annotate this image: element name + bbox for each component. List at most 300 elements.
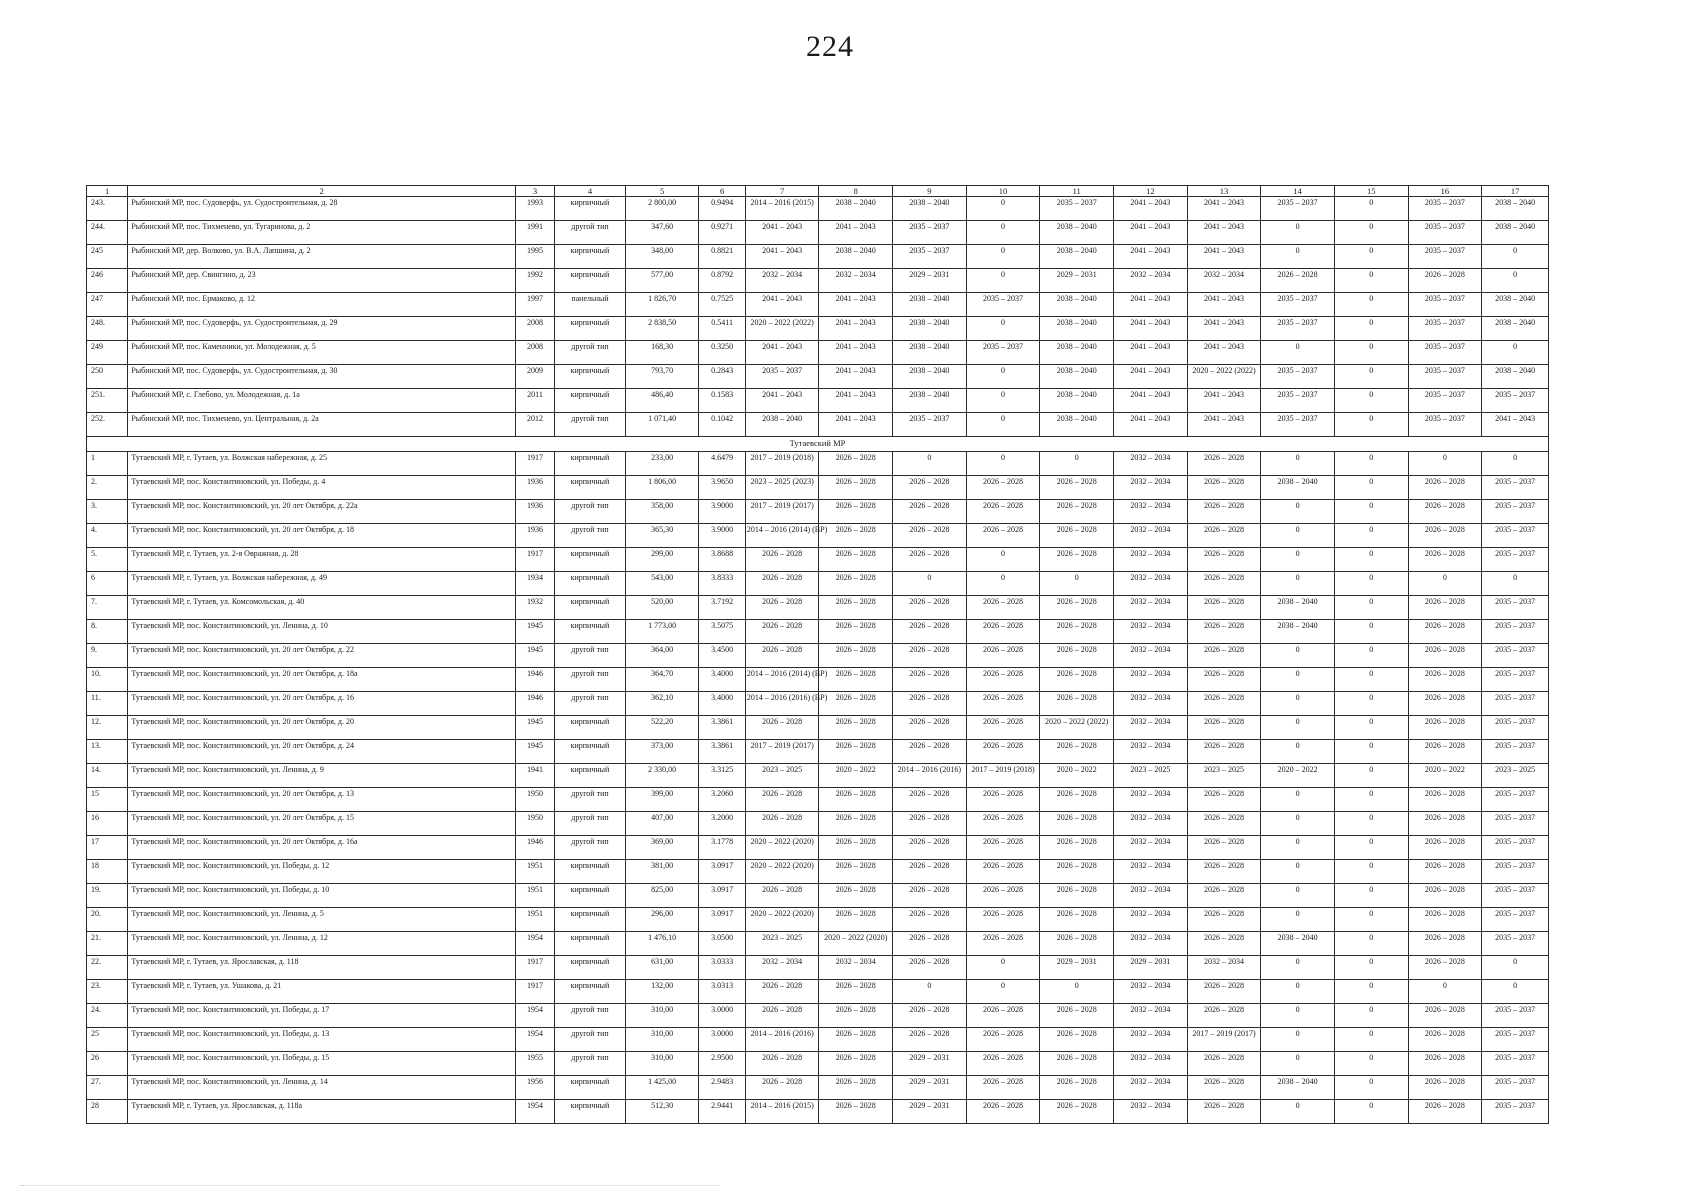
row-number-cell: 1 — [87, 186, 128, 197]
table-cell: 1932 — [515, 596, 554, 620]
table-cell: 2038 – 2040 — [1040, 341, 1114, 365]
table-cell: 0.8792 — [699, 269, 745, 293]
table-cell: 3.4000 — [699, 692, 745, 716]
table-cell: 0 — [1334, 788, 1408, 812]
table-cell: кирпичный — [555, 365, 626, 389]
table-cell: 2035 – 2037 — [1261, 389, 1335, 413]
table-cell: 2035 – 2037 — [1408, 365, 1482, 389]
table-cell: 2026 – 2028 — [1408, 269, 1482, 293]
table-cell: 310,00 — [625, 1004, 699, 1028]
table-cell: 1945 — [515, 620, 554, 644]
table-cell: 0 — [966, 572, 1040, 596]
table-cell: 2026 – 2028 — [1408, 644, 1482, 668]
table-cell: 0 — [1261, 716, 1335, 740]
table-cell: 0 — [1040, 452, 1114, 476]
table-cell: другой тип — [555, 1028, 626, 1052]
table-cell: 2026 – 2028 — [1187, 476, 1261, 500]
table-cell: 2032 – 2034 — [745, 956, 819, 980]
table-cell: 2035 – 2037 — [1408, 341, 1482, 365]
table-row — [87, 908, 1549, 932]
table-cell: 2035 – 2037 — [1482, 389, 1549, 413]
table-cell: 0 — [1334, 1028, 1408, 1052]
table-cell: 0 — [1261, 812, 1335, 836]
table-cell: 365,30 — [625, 524, 699, 548]
row-number-cell: 250 — [87, 365, 128, 389]
table-cell: 2026 – 2028 — [893, 812, 967, 836]
table-cell: 2026 – 2028 — [1187, 692, 1261, 716]
table-cell: 2026 – 2028 — [966, 812, 1040, 836]
address-cell: Тутаевский МР, пос. Константиновский, ул. Ленина, д. 14 — [128, 1076, 515, 1100]
table-cell: 2038 – 2040 — [819, 197, 893, 221]
address-cell: Тутаевский МР, пос. Константиновский, ул. 20 лет Октября, д. 20 — [128, 716, 515, 740]
table-cell: 0 — [1482, 572, 1549, 596]
table-cell: 793,70 — [625, 365, 699, 389]
table-cell: 0 — [1261, 860, 1335, 884]
table-cell: 1 806,00 — [625, 476, 699, 500]
table-cell: 2038 – 2040 — [1261, 596, 1335, 620]
table-cell: 2035 – 2037 — [1482, 908, 1549, 932]
table-cell: 2035 – 2037 — [966, 341, 1040, 365]
table-cell: 3.0917 — [699, 908, 745, 932]
table-cell: 2026 – 2028 — [1187, 572, 1261, 596]
header-row — [87, 186, 1549, 197]
table-cell: 1936 — [515, 476, 554, 500]
row-number-cell: 16 — [87, 812, 128, 836]
table-cell: 2026 – 2028 — [1040, 668, 1114, 692]
table-cell: 2035 – 2037 — [1482, 644, 1549, 668]
table-cell: 2014 – 2016 (2016) — [745, 1028, 819, 1052]
table-cell: 2026 – 2028 — [1408, 836, 1482, 860]
table-cell: 10 — [966, 186, 1040, 197]
table-cell: 2041 – 2043 — [745, 245, 819, 269]
row-number-cell: 26 — [87, 1052, 128, 1076]
table-cell: 2026 – 2028 — [1187, 1076, 1261, 1100]
table-cell: 2026 – 2028 — [745, 644, 819, 668]
table-cell: 0 — [1261, 1028, 1335, 1052]
table-cell: 2026 – 2028 — [1040, 476, 1114, 500]
section-title: Тутаевский МР — [87, 437, 1549, 452]
row-number-cell: 5. — [87, 548, 128, 572]
table-cell: 0 — [1334, 956, 1408, 980]
row-number-cell: 249 — [87, 341, 128, 365]
table-cell: кирпичный — [555, 884, 626, 908]
table-cell: 2035 – 2037 — [1482, 860, 1549, 884]
row-number-cell: 245 — [87, 245, 128, 269]
table-cell: 2026 – 2028 — [1040, 788, 1114, 812]
table-cell: 1 826,70 — [625, 293, 699, 317]
table-cell: 2035 – 2037 — [1408, 293, 1482, 317]
table-cell: 0 — [1261, 500, 1335, 524]
table-cell: 0 — [1040, 980, 1114, 1004]
table-cell: 2029 – 2031 — [1040, 956, 1114, 980]
address-cell: Тутаевский МР, г. Тутаев, ул. Ярославская, д. 118а — [128, 1100, 515, 1124]
table-cell: 1992 — [515, 269, 554, 293]
table-cell: 2035 – 2037 — [1408, 197, 1482, 221]
table-cell: 3.0000 — [699, 1028, 745, 1052]
table-cell: 2026 – 2028 — [1408, 524, 1482, 548]
table-cell: 2041 – 2043 — [1187, 341, 1261, 365]
table-cell: 0 — [1261, 908, 1335, 932]
table-cell: 2026 – 2028 — [966, 740, 1040, 764]
table-cell: 0.1583 — [699, 389, 745, 413]
address-cell: Тутаевский МР, пос. Константиновский, ул. 20 лет Октября, д. 22 — [128, 644, 515, 668]
table-cell: 2035 – 2037 — [1482, 1100, 1549, 1124]
row-number-cell: 2. — [87, 476, 128, 500]
table-cell: 0 — [1040, 572, 1114, 596]
table-cell: 2038 – 2040 — [1040, 293, 1114, 317]
table-cell: 486,40 — [625, 389, 699, 413]
table-cell: 2026 – 2028 — [819, 452, 893, 476]
table-cell: 1936 — [515, 500, 554, 524]
table-cell: 11 — [1040, 186, 1114, 197]
table-cell: 2032 – 2034 — [1114, 908, 1188, 932]
table-cell: 2026 – 2028 — [1408, 884, 1482, 908]
table-cell: 2038 – 2040 — [819, 245, 893, 269]
table-row — [87, 548, 1549, 572]
table-cell: 2038 – 2040 — [893, 389, 967, 413]
table-cell: 2041 – 2043 — [819, 221, 893, 245]
table-cell: 2026 – 2028 — [1187, 740, 1261, 764]
table-cell: 2020 – 2022 — [1261, 764, 1335, 788]
table-row — [87, 884, 1549, 908]
table-cell: 2038 – 2040 — [1261, 620, 1335, 644]
table-cell: 2035 – 2037 — [1482, 596, 1549, 620]
table-cell: 543,00 — [625, 572, 699, 596]
table-cell: 2041 – 2043 — [1114, 293, 1188, 317]
table-row — [87, 1052, 1549, 1076]
table-row — [87, 1100, 1549, 1124]
table-cell: 1951 — [515, 884, 554, 908]
table-cell: 2035 – 2037 — [1482, 476, 1549, 500]
row-number-cell: 19. — [87, 884, 128, 908]
table-cell: кирпичный — [555, 317, 626, 341]
table-row — [87, 716, 1549, 740]
table-cell: 0.5411 — [699, 317, 745, 341]
table-cell: 348,00 — [625, 245, 699, 269]
table-cell: кирпичный — [555, 716, 626, 740]
table-cell: 0 — [1261, 644, 1335, 668]
table-cell: 522,20 — [625, 716, 699, 740]
table-cell: 2026 – 2028 — [819, 1052, 893, 1076]
table-cell: 1955 — [515, 1052, 554, 1076]
address-cell: Рыбинский МР, дер. Волково, ул. В.А. Лапшина, д. 2 — [128, 245, 515, 269]
table-cell: 0 — [1334, 293, 1408, 317]
table-cell: другой тип — [555, 644, 626, 668]
table-cell: 3.8688 — [699, 548, 745, 572]
table-cell: 2023 – 2025 (2023) — [745, 476, 819, 500]
row-number-cell: 22. — [87, 956, 128, 980]
table-row — [87, 764, 1549, 788]
table-cell: 2026 – 2028 — [893, 692, 967, 716]
table-cell: 2035 – 2037 — [1482, 788, 1549, 812]
table-cell: 2026 – 2028 — [1187, 716, 1261, 740]
table-cell: 2026 – 2028 — [1408, 908, 1482, 932]
table-cell: кирпичный — [555, 956, 626, 980]
table-row — [87, 788, 1549, 812]
table-cell: 1945 — [515, 716, 554, 740]
address-cell: Рыбинский МР, пос. Судоверфь, ул. Судостроительная, д. 28 — [128, 197, 515, 221]
table-cell: 2032 – 2034 — [1114, 836, 1188, 860]
table-cell: 631,00 — [625, 956, 699, 980]
table-cell: 0 — [1334, 884, 1408, 908]
table-cell: 2026 – 2028 — [745, 572, 819, 596]
table-cell: 2026 – 2028 — [1408, 620, 1482, 644]
table-row — [87, 860, 1549, 884]
table-cell: 0 — [1334, 197, 1408, 221]
table-cell: 2041 – 2043 — [745, 389, 819, 413]
table-cell: 0 — [1334, 716, 1408, 740]
table-cell: 2 838,50 — [625, 317, 699, 341]
table-cell: 0 — [966, 221, 1040, 245]
table-cell: другой тип — [555, 341, 626, 365]
table-cell: 2020 – 2022 (2022) — [1187, 365, 1261, 389]
table-cell: 296,00 — [625, 908, 699, 932]
table-cell: 3.0917 — [699, 884, 745, 908]
table-cell: кирпичный — [555, 908, 626, 932]
table-row — [87, 932, 1549, 956]
table-cell: 2032 – 2034 — [1187, 269, 1261, 293]
table-cell: 1995 — [515, 245, 554, 269]
table-cell: 2026 – 2028 — [966, 788, 1040, 812]
table-cell: кирпичный — [555, 572, 626, 596]
table-row — [87, 245, 1549, 269]
table-cell: 0 — [1334, 692, 1408, 716]
table-cell: 2026 – 2028 — [745, 788, 819, 812]
table-cell: 3.7192 — [699, 596, 745, 620]
table-cell: 2026 – 2028 — [819, 548, 893, 572]
table-row — [87, 524, 1549, 548]
table-cell: 0 — [1261, 788, 1335, 812]
table-cell: 2026 – 2028 — [745, 620, 819, 644]
table-cell: 2026 – 2028 — [745, 980, 819, 1004]
table-cell: 3.9000 — [699, 500, 745, 524]
table-cell: 0 — [1334, 740, 1408, 764]
table-cell: 0 — [966, 980, 1040, 1004]
table-cell: другой тип — [555, 413, 626, 437]
table-cell: 2026 – 2028 — [1408, 860, 1482, 884]
table-cell: 2026 – 2028 — [1040, 860, 1114, 884]
table-cell: 2041 – 2043 — [819, 293, 893, 317]
table-cell: 0 — [1261, 572, 1335, 596]
table-cell: 2026 – 2028 — [1187, 1004, 1261, 1028]
table-cell: 2026 – 2028 — [1187, 836, 1261, 860]
table-cell: кирпичный — [555, 980, 626, 1004]
table-cell: 2035 – 2037 — [893, 245, 967, 269]
table-cell: 0 — [1334, 389, 1408, 413]
table-cell: 2026 – 2028 — [966, 620, 1040, 644]
table-cell: 17 — [1482, 186, 1549, 197]
table-cell: 2026 – 2028 — [1408, 788, 1482, 812]
table-row — [87, 812, 1549, 836]
table-cell: 2032 – 2034 — [1114, 620, 1188, 644]
table-cell: 2026 – 2028 — [966, 524, 1040, 548]
address-cell: Тутаевский МР, пос. Константиновский, ул. 20 лет Октября, д. 22а — [128, 500, 515, 524]
table-cell: 399,00 — [625, 788, 699, 812]
table-cell: 0 — [1334, 221, 1408, 245]
table-cell: 2026 – 2028 — [1408, 1004, 1482, 1028]
table-cell: 2026 – 2028 — [1408, 1028, 1482, 1052]
table-cell: 2032 – 2034 — [1114, 596, 1188, 620]
table-cell: 2026 – 2028 — [966, 668, 1040, 692]
table-cell: 2035 – 2037 — [1482, 548, 1549, 572]
address-cell: Тутаевский МР, пос. Константиновский, ул. Победы, д. 17 — [128, 1004, 515, 1028]
table-cell: 2026 – 2028 — [819, 1076, 893, 1100]
table-cell: 1956 — [515, 1076, 554, 1100]
table-cell: кирпичный — [555, 596, 626, 620]
table-cell: 358,00 — [625, 500, 699, 524]
table-cell: 2035 – 2037 — [1261, 317, 1335, 341]
address-cell: Тутаевский МР, г. Тутаев, ул. Комсомольская, д. 40 — [128, 596, 515, 620]
table-cell: 2020 – 2022 — [1408, 764, 1482, 788]
page-number: 224 — [806, 30, 854, 63]
row-number-cell: 244. — [87, 221, 128, 245]
table-cell: 0 — [966, 956, 1040, 980]
table-cell: 1917 — [515, 452, 554, 476]
table-cell: 2.9500 — [699, 1052, 745, 1076]
table-cell: 2026 – 2028 — [819, 692, 893, 716]
table-cell: 1991 — [515, 221, 554, 245]
footer-dotted-line — [20, 1185, 720, 1186]
row-number-cell: 252. — [87, 413, 128, 437]
table-cell: 2026 – 2028 — [1187, 452, 1261, 476]
table-cell: 2 800,00 — [625, 197, 699, 221]
table-cell: 2035 – 2037 — [1482, 668, 1549, 692]
table-cell: 2026 – 2028 — [745, 884, 819, 908]
table-cell: 2026 – 2028 — [1408, 716, 1482, 740]
table-cell: 2014 – 2016 (2016) (ВР) — [745, 692, 819, 716]
table-cell: 3.0313 — [699, 980, 745, 1004]
table-cell: 2020 – 2022 (2022) — [745, 317, 819, 341]
table-cell: 0 — [1334, 1004, 1408, 1028]
table-cell: 2026 – 2028 — [1408, 692, 1482, 716]
table-cell: 2035 – 2037 — [1482, 620, 1549, 644]
row-number-cell: 1 — [87, 452, 128, 476]
table-cell: 16 — [1408, 186, 1482, 197]
table-cell: 2026 – 2028 — [819, 524, 893, 548]
table-cell: 2026 – 2028 — [1408, 668, 1482, 692]
table-cell: 2041 – 2043 — [1482, 413, 1549, 437]
table-cell: 364,00 — [625, 644, 699, 668]
table-cell: 2038 – 2040 — [745, 413, 819, 437]
table-cell: 0.8821 — [699, 245, 745, 269]
table-row — [87, 500, 1549, 524]
table-cell: 2026 – 2028 — [893, 716, 967, 740]
table-cell: 4.6479 — [699, 452, 745, 476]
table-cell: 2014 – 2016 (2014) (ВР) — [745, 524, 819, 548]
table-cell: 0 — [1482, 245, 1549, 269]
table-cell: 2026 – 2028 — [1408, 740, 1482, 764]
table-cell: 2035 – 2037 — [1261, 413, 1335, 437]
table-cell: 2026 – 2028 — [819, 908, 893, 932]
table-cell: 2041 – 2043 — [745, 341, 819, 365]
table-cell: 0 — [1334, 620, 1408, 644]
table-cell: 1917 — [515, 548, 554, 572]
table-cell: 7 — [745, 186, 819, 197]
table-cell: 1917 — [515, 956, 554, 980]
table-cell: 0 — [1261, 452, 1335, 476]
table-row — [87, 836, 1549, 860]
table-cell: 1945 — [515, 644, 554, 668]
table-cell: 0 — [1334, 365, 1408, 389]
table-cell: 1950 — [515, 788, 554, 812]
table-cell: 2026 – 2028 — [893, 668, 967, 692]
table-cell: 2009 — [515, 365, 554, 389]
table-cell: 2026 – 2028 — [893, 476, 967, 500]
table-row — [87, 620, 1549, 644]
table-cell: 3.9650 — [699, 476, 745, 500]
address-cell: Тутаевский МР, пос. Константиновский, ул. Ленина, д. 10 — [128, 620, 515, 644]
table-cell: 2026 – 2028 — [819, 740, 893, 764]
table-cell: 2026 – 2028 — [893, 884, 967, 908]
address-cell: Тутаевский МР, пос. Константиновский, ул. Победы, д. 10 — [128, 884, 515, 908]
table-cell: 2012 — [515, 413, 554, 437]
table-cell: 2020 – 2022 (2020) — [745, 836, 819, 860]
table-cell: 0 — [1408, 572, 1482, 596]
table-cell: 2026 – 2028 — [1408, 932, 1482, 956]
table-cell: 2011 — [515, 389, 554, 413]
row-number-cell: 21. — [87, 932, 128, 956]
table-cell: 0 — [1408, 452, 1482, 476]
table-cell: 2035 – 2037 — [1408, 317, 1482, 341]
section-row — [87, 437, 1549, 452]
address-cell: Рыбинский МР, с. Глебово, ул. Молодежная, д. 1а — [128, 389, 515, 413]
table-row — [87, 740, 1549, 764]
address-cell: Тутаевский МР, г. Тутаев, ул. Волжская набережная, д. 25 — [128, 452, 515, 476]
table-cell: 0 — [966, 389, 1040, 413]
table-cell: 2035 – 2037 — [1261, 197, 1335, 221]
table-cell: 2038 – 2040 — [1261, 932, 1335, 956]
table-cell: 2026 – 2028 — [893, 1004, 967, 1028]
table-cell: 2026 – 2028 — [1040, 1004, 1114, 1028]
table-cell: 2032 – 2034 — [1114, 1052, 1188, 1076]
table-cell: 3.3861 — [699, 740, 745, 764]
table-cell: 168,30 — [625, 341, 699, 365]
table-cell: 0 — [1334, 980, 1408, 1004]
table-cell: 2026 – 2028 — [819, 476, 893, 500]
table-cell: 3.2000 — [699, 812, 745, 836]
table-cell: 2032 – 2034 — [1114, 884, 1188, 908]
table-cell: 3.4500 — [699, 644, 745, 668]
table-row — [87, 389, 1549, 413]
table-cell: 2041 – 2043 — [819, 365, 893, 389]
table-cell: 2041 – 2043 — [819, 341, 893, 365]
table-cell: 1954 — [515, 1028, 554, 1052]
table-cell: 2029 – 2031 — [1040, 269, 1114, 293]
table-cell: другой тип — [555, 500, 626, 524]
table-cell: кирпичный — [555, 548, 626, 572]
table-cell: 2026 – 2028 — [819, 860, 893, 884]
table-cell: 1934 — [515, 572, 554, 596]
table-cell: 2038 – 2040 — [1040, 413, 1114, 437]
table-cell: 2026 – 2028 — [1408, 1076, 1482, 1100]
address-cell: Тутаевский МР, пос. Константиновский, ул. 20 лет Октября, д. 15 — [128, 812, 515, 836]
table-cell: 2035 – 2037 — [1408, 221, 1482, 245]
table-cell: другой тип — [555, 221, 626, 245]
address-cell: Тутаевский МР, г. Тутаев, ул. Волжская набережная, д. 49 — [128, 572, 515, 596]
table-cell: другой тип — [555, 836, 626, 860]
table-row — [87, 317, 1549, 341]
table-cell: 2035 – 2037 — [1482, 1076, 1549, 1100]
table-cell: 2041 – 2043 — [1114, 365, 1188, 389]
table-cell: 2026 – 2028 — [893, 1028, 967, 1052]
table-cell: 2026 – 2028 — [1040, 596, 1114, 620]
table-cell: 0 — [1261, 341, 1335, 365]
table-cell: 0.3250 — [699, 341, 745, 365]
table-cell: 2035 – 2037 — [1040, 197, 1114, 221]
table-cell: 2038 – 2040 — [893, 365, 967, 389]
table-row — [87, 341, 1549, 365]
table-cell: 0 — [1482, 269, 1549, 293]
